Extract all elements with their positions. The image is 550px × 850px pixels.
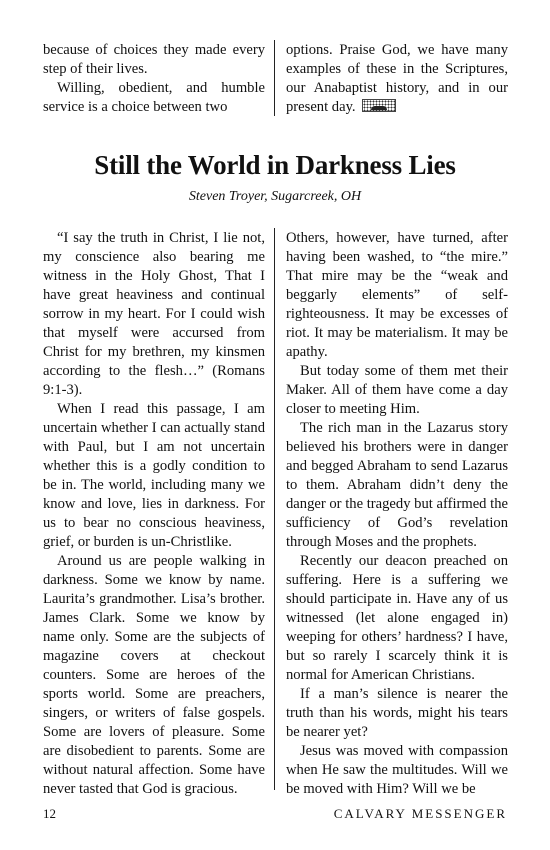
paragraph-text: Others, however, have turned, after having been washed, to “the mire.” That mire may be the “weak and beggarly elements” of self-righteousness. It may be excesses of riot. It may be materialism. It may be apathy. — [286, 230, 508, 360]
paragraph-text: Jesus was moved with compassion when He saw the multitudes. Will we be moved with Him? Will we be — [286, 743, 508, 797]
article-title: Still the World in Darkness Lies — [94, 150, 456, 180]
paragraph — [286, 552, 508, 685]
paragraph — [43, 552, 265, 799]
paragraph-text: options. Praise God, we have many examples of these in the Scriptures, our Anabaptist history, and in our present day. — [286, 42, 508, 115]
paragraph-text: “I say the truth in Christ, I lie not, my conscience also bearing me witness in the Holy Ghost, That I have great heaviness and continual sorrow in my heart. For I could wish that myself were accursed from Christ for my brethren, my kinsmen according to the flesh…” (Romans 9:1-3). — [43, 230, 265, 398]
paragraph — [286, 742, 508, 799]
paragraph — [43, 400, 265, 552]
paragraph — [43, 41, 265, 79]
paragraph-text: If a man’s silence is nearer the truth than his words, might his tears be nearer yet? — [286, 686, 508, 740]
paragraph-text: Around us are people walking in darkness. Some we know by name. Laurita’s grandmother. Lisa’s brother. James Clark. Some we know by name only. Some are the subjects of magazine covers at checkout counters. Some are heroes of the sports world. Some are preachers, singers, or writers of false gospels. Some are lovers of pleasure. Some are disobedient to parents. Some are without natural affection. Some have never tasted that God is gracious. — [43, 553, 265, 797]
paragraph — [286, 685, 508, 742]
column-divider-top — [274, 40, 275, 116]
page-number: 12 — [43, 806, 56, 821]
article-byline: Steven Troyer, Sugarcreek, OH — [188, 189, 362, 204]
paragraph-text: Willing, obedient, and humble service is a choice between two — [43, 80, 265, 115]
paragraph-text: because of choices they made every step of their lives. — [43, 42, 265, 77]
body-right-column — [286, 229, 508, 799]
paragraph — [286, 229, 508, 362]
top-right-column — [286, 41, 508, 117]
paragraph — [43, 229, 265, 400]
magazine-name: CALVARY MESSENGER — [333, 806, 507, 821]
paragraph-text: When I read this passage, I am uncertain whether I can actually stand with Paul, but I am not uncertain whether this is a godly condition to be in. The world, including many we know and love, lies in darkness. For us to bear no conscious heaviness, grief, or burden is un-Christlike. — [43, 401, 265, 550]
paragraph-text: Recently our deacon preached on suffering. Here is a suffering we should participate in. Have any of us witnessed (let alone engaged in) weeping for others’ hardness? I have, but so rarely I scarcely think it is normal for American Christians. — [286, 553, 508, 683]
top-left-column — [43, 41, 265, 117]
paragraph — [286, 41, 508, 117]
paragraph-text: But today some of them met their Maker. All of them have come a day closer to meeting Him. — [286, 363, 508, 417]
body-left-column — [43, 229, 265, 799]
paragraph — [43, 79, 265, 117]
end-mark-icon — [362, 99, 396, 112]
paragraph-text: The rich man in the Lazarus story believed his brothers were in danger and begged Abraham to send Lazarus to them. Abraham didn’t deny the danger or the tragedy but affirmed the sufficiency of God’s revelation through Moses and the prophets. — [286, 420, 508, 550]
paragraph — [286, 362, 508, 419]
column-divider-body — [274, 228, 275, 790]
paragraph — [286, 419, 508, 552]
